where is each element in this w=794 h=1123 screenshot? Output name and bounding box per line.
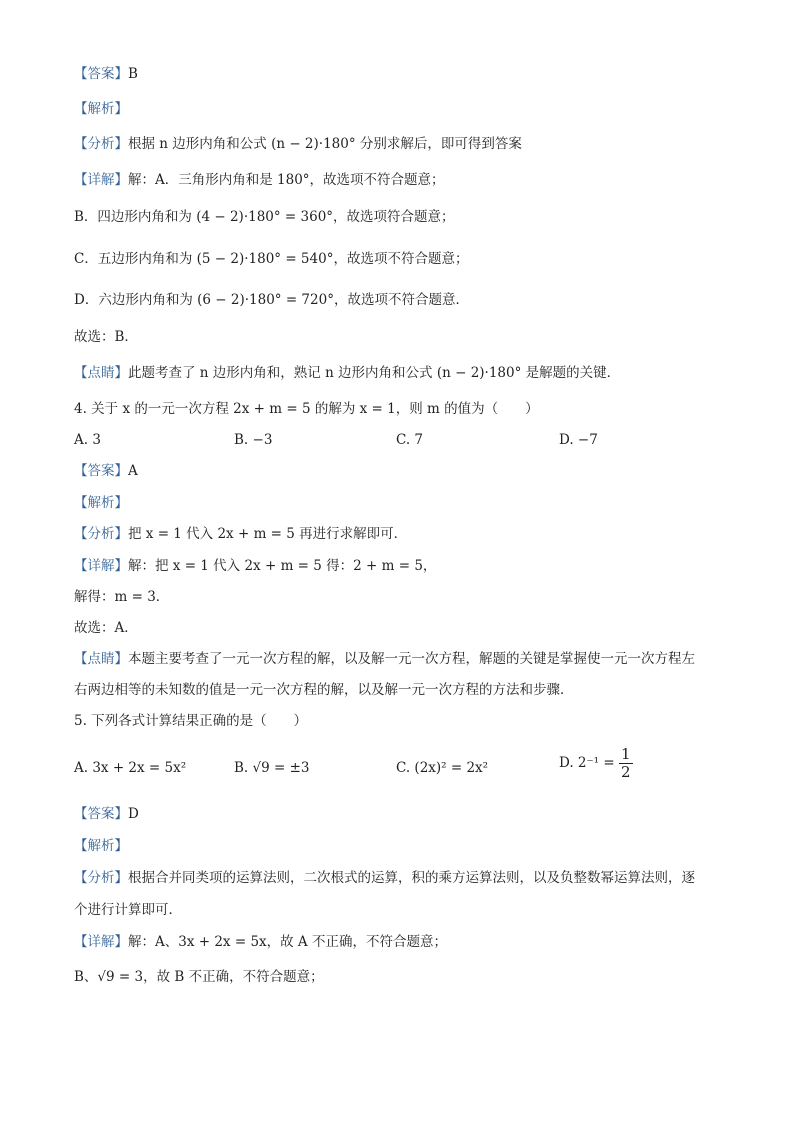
analysis-tag: 【解析】 bbox=[74, 495, 128, 511]
answer-value: D bbox=[128, 806, 139, 822]
q3-fenxi-line bbox=[74, 134, 734, 154]
xiangjie-tag: 【详解】 bbox=[74, 934, 128, 950]
fenxi-tag: 【分析】 bbox=[74, 136, 128, 152]
dianjing-text: 本题主要考查了一元一次方程的解，以及解一元一次方程，解题的关键是掌握使一元一次方程左 bbox=[128, 651, 695, 667]
answer-tag: 【答案】 bbox=[74, 66, 128, 82]
answer-tag: 【答案】 bbox=[74, 806, 128, 822]
q3-line-c: C．五边形内角和为 (5 − 2)·180° = 540°，故选项不符合题意； bbox=[74, 251, 469, 267]
q3-dianjing-line bbox=[74, 363, 734, 383]
dianjing-text: 此题考查了 n 边形内角和，熟记 n 边形内角和公式 (n − 2)·180° 是解题的关键． bbox=[128, 365, 621, 381]
fenxi-text: 根据 n 边形内角和公式 (n − 2)·180° 分别求解后，即可得到答案 bbox=[128, 136, 522, 152]
q3-choose-line: 故选：B． bbox=[74, 329, 138, 345]
fenxi-text: 根据合并同类项的运算法则，二次根式的运算，积的乘方运算法则，以及负整数幂运算法则，逐 bbox=[128, 870, 695, 886]
q4-choose-line: 故选：A． bbox=[74, 620, 138, 636]
q5-fenxi-line-2: 个进行计算即可． bbox=[74, 902, 182, 918]
q4-stem: 4. 关于 x 的一元一次方程 2x + m = 5 的解为 x = 1，则 m 的值为（ ） bbox=[74, 401, 539, 417]
q5-option-d-fraction bbox=[619, 746, 633, 781]
q5-analysis-line bbox=[74, 836, 734, 856]
fraction-numerator: 1 bbox=[620, 745, 631, 763]
q4-option-b: B. −3 bbox=[234, 432, 273, 448]
q5-fenxi-line-1 bbox=[74, 868, 734, 888]
xiangjie-tag: 【详解】 bbox=[74, 172, 128, 188]
q3-analysis-line bbox=[74, 99, 734, 119]
q4-option-a: A. 3 bbox=[74, 432, 101, 448]
q4-solve-line: 解得：m = 3． bbox=[74, 589, 170, 605]
q5-answer-line bbox=[74, 804, 734, 824]
q5-line-b: B、√9 = 3，故 B 不正确，不符合题意； bbox=[74, 969, 324, 985]
xiangjie-text: 解：A．三角形内角和是 180°，故选项不符合题意； bbox=[128, 172, 445, 188]
answer-value: A bbox=[128, 463, 138, 479]
xiangjie-text: 解：A、3x + 2x = 5x，故 A 不正确，不符合题意； bbox=[128, 934, 447, 950]
dianjing-tag: 【点睛】 bbox=[74, 651, 128, 667]
q5-xiangjie-line bbox=[74, 932, 734, 952]
q4-fenxi-line bbox=[74, 524, 734, 544]
q3-xiangjie-line bbox=[74, 170, 734, 190]
fenxi-tag: 【分析】 bbox=[74, 526, 128, 542]
answer-tag: 【答案】 bbox=[74, 463, 128, 479]
answer-value: B bbox=[128, 66, 138, 82]
xiangjie-tag: 【详解】 bbox=[74, 558, 128, 574]
q5-option-c: C. (2x)² = 2x² bbox=[396, 760, 489, 776]
q3-line-d: D．六边形内角和为 (6 − 2)·180° = 720°，故选项不符合题意． bbox=[74, 292, 469, 308]
q3-answer-line bbox=[74, 64, 734, 84]
q4-option-d: D. −7 bbox=[559, 432, 598, 448]
analysis-tag: 【解析】 bbox=[74, 101, 128, 117]
fraction-denominator: 2 bbox=[620, 763, 631, 781]
q4-xiangjie-line bbox=[74, 556, 734, 576]
q4-answer-line bbox=[74, 461, 734, 481]
q4-analysis-line bbox=[74, 493, 734, 513]
q4-dianjing-line-1 bbox=[74, 649, 734, 669]
dianjing-tag: 【点睛】 bbox=[74, 365, 128, 381]
q5-stem: 5. 下列各式计算结果正确的是（ ） bbox=[74, 713, 308, 729]
q5-option-d-prefix: D. 2⁻¹ = bbox=[559, 755, 615, 771]
q5-option-b: B. √9 = ±3 bbox=[234, 760, 310, 776]
q4-dianjing-line-2: 右两边相等的未知数的值是一元一次方程的解，以及解一元一次方程的方法和步骤． bbox=[74, 682, 574, 698]
q5-option-a: A. 3x + 2x = 5x² bbox=[74, 760, 187, 776]
fenxi-text: 把 x = 1 代入 2x + m = 5 再进行求解即可． bbox=[128, 526, 408, 542]
xiangjie-text: 解：把 x = 1 代入 2x + m = 5 得：2 + m = 5， bbox=[128, 558, 437, 574]
q5-option-d bbox=[559, 746, 633, 781]
q4-option-c: C. 7 bbox=[396, 432, 424, 448]
fenxi-tag: 【分析】 bbox=[74, 870, 128, 886]
analysis-tag: 【解析】 bbox=[74, 838, 128, 854]
q3-line-b: B．四边形内角和为 (4 − 2)·180° = 360°，故选项符合题意； bbox=[74, 209, 455, 225]
